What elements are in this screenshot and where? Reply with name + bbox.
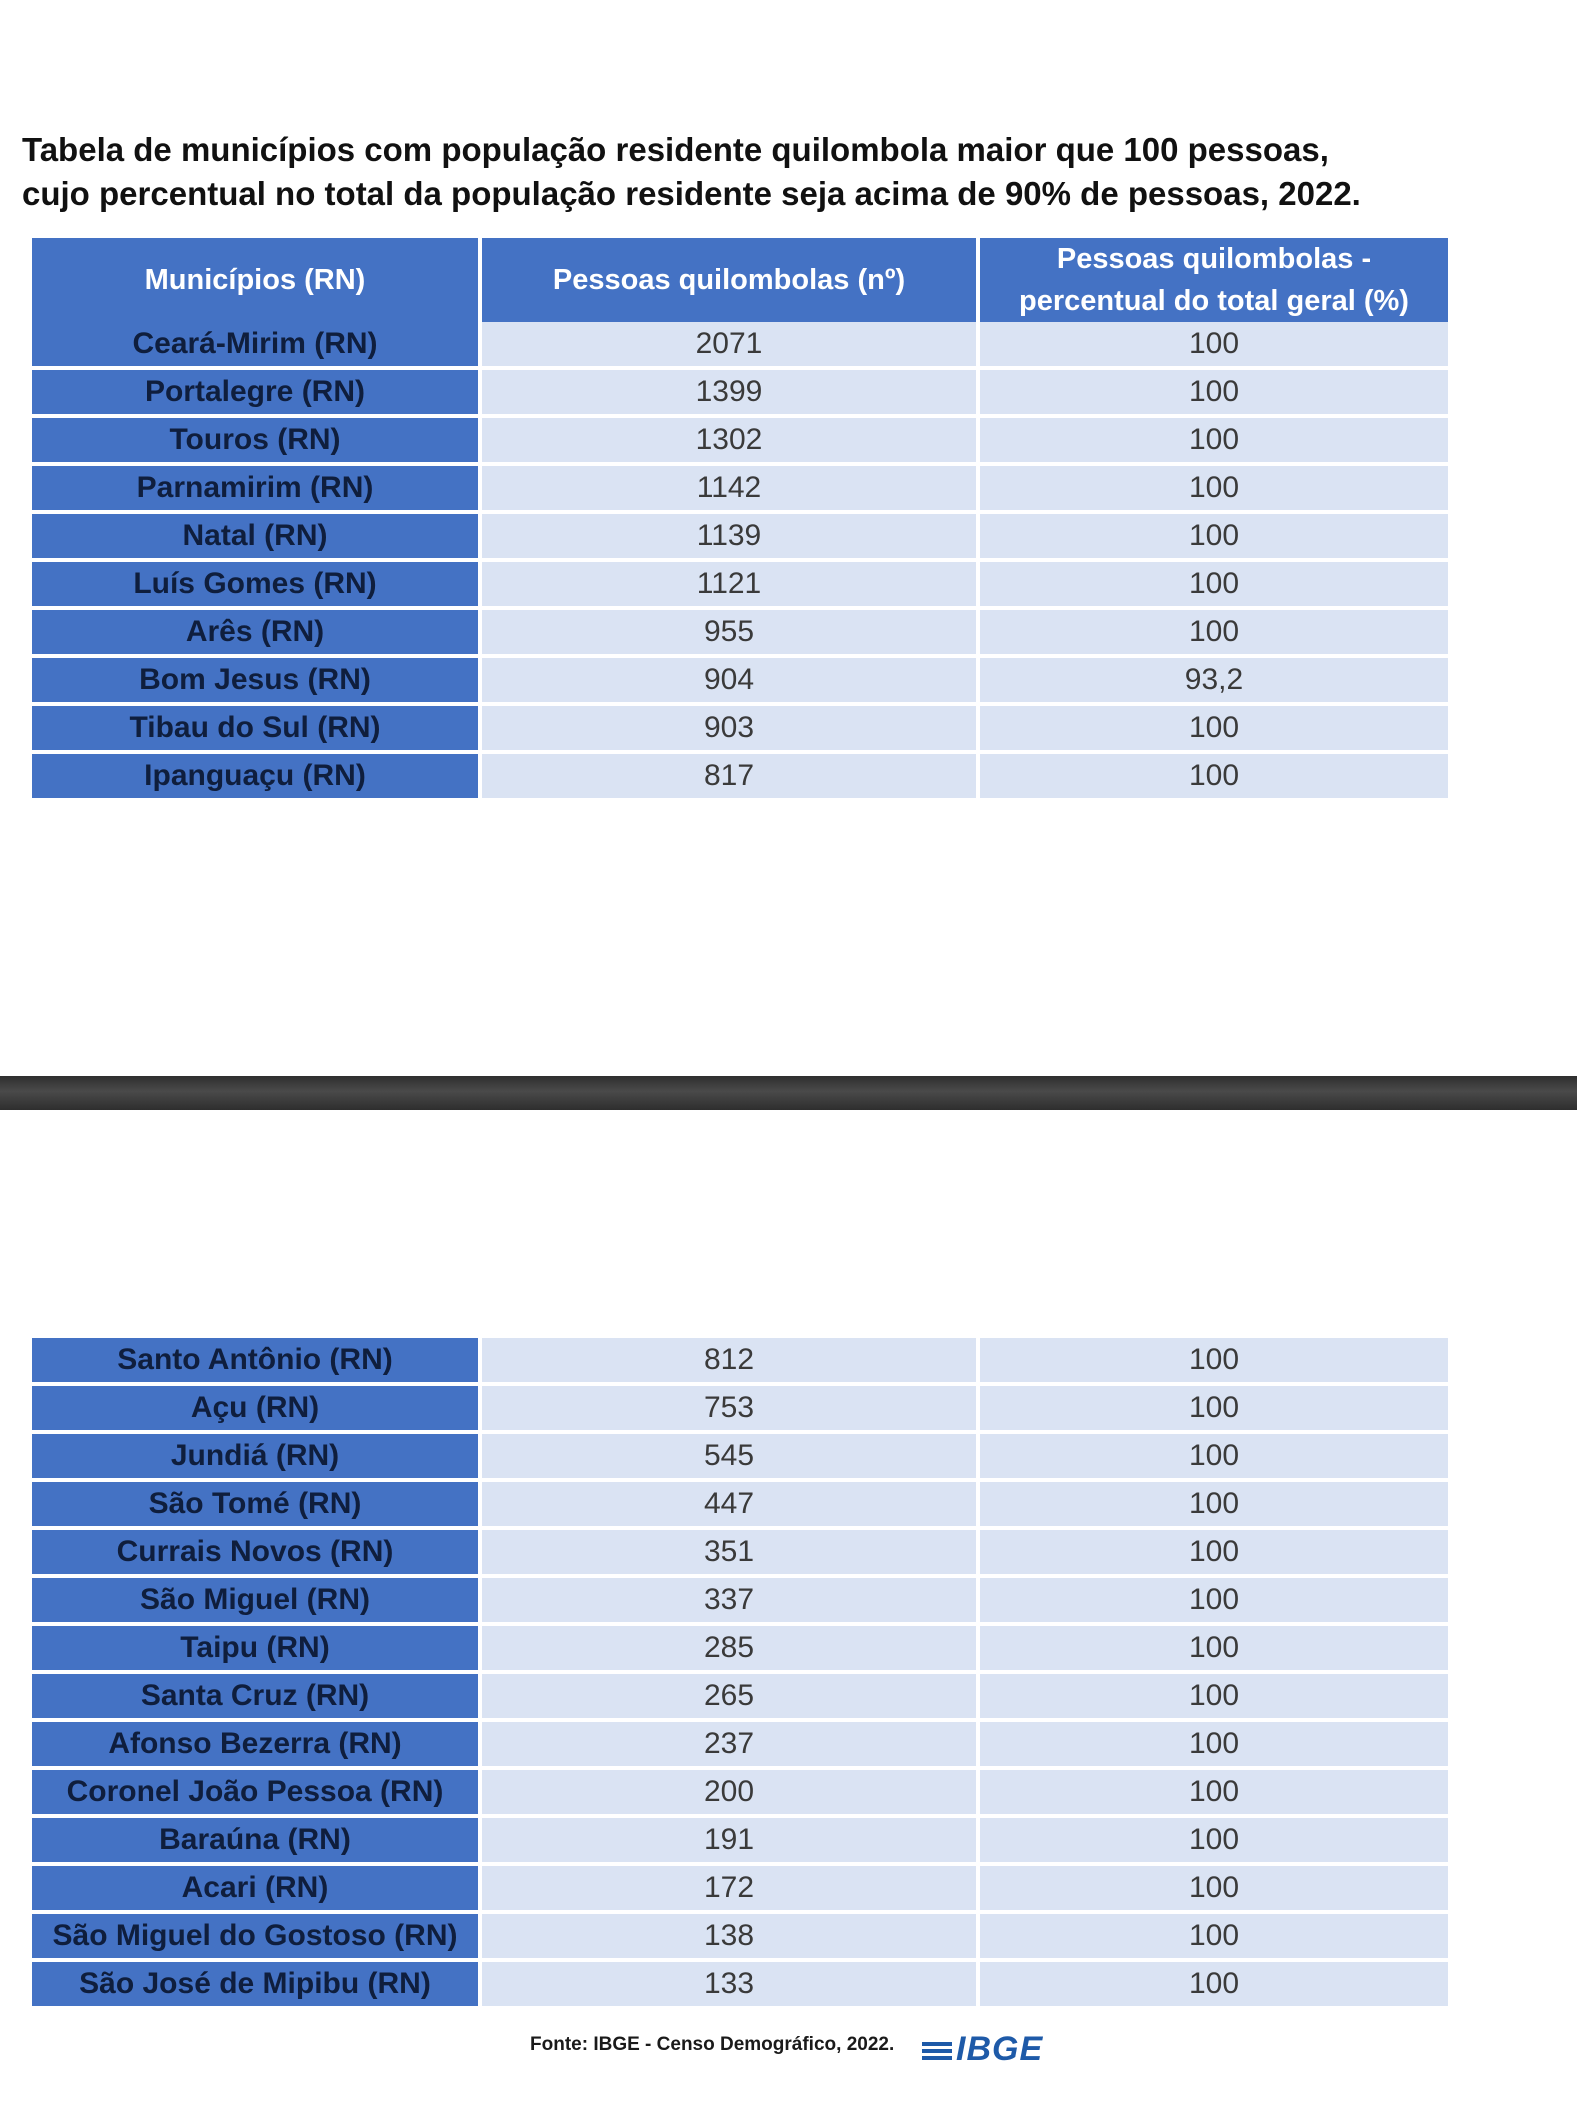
header-pessoas-quilombolas: Pessoas quilombolas (nº) [482,238,976,322]
cell-percentual: 100 [980,322,1448,370]
cell-pessoas: 1399 [482,370,976,418]
header-percentual: Pessoas quilombolas - percentual do total geral (%) [980,238,1448,322]
cell-pessoas: 172 [482,1866,976,1914]
cell-pessoas: 265 [482,1674,976,1722]
cell-percentual: 100 [980,1770,1448,1818]
ibge-logo [922,2030,1043,2069]
cell-percentual: 100 [980,466,1448,514]
cell-municipio: Coronel João Pessoa (RN) [32,1770,478,1818]
table-row [32,514,1448,562]
cell-pessoas: 753 [482,1386,976,1434]
cell-percentual: 100 [980,514,1448,562]
cell-municipio: Tibau do Sul (RN) [32,706,478,754]
cell-percentual: 100 [980,1722,1448,1770]
table-header-row [32,238,1448,322]
cell-pessoas: 133 [482,1962,976,2010]
cell-pessoas: 1142 [482,466,976,514]
cell-pessoas: 191 [482,1818,976,1866]
table-row [32,322,1448,370]
table-row [32,1914,1448,1962]
cell-percentual: 100 [980,1626,1448,1674]
cell-percentual: 100 [980,1482,1448,1530]
table-row [32,1818,1448,1866]
cell-percentual: 100 [980,1434,1448,1482]
cell-pessoas: 138 [482,1914,976,1962]
cell-municipio: Portalegre (RN) [32,370,478,418]
cell-municipio: Bom Jesus (RN) [32,658,478,706]
cell-percentual: 100 [980,1866,1448,1914]
cell-percentual: 100 [980,1578,1448,1626]
cell-pessoas: 237 [482,1722,976,1770]
data-table-part-1 [28,238,1452,802]
cell-municipio: São Miguel do Gostoso (RN) [32,1914,478,1962]
cell-municipio: Santo Antônio (RN) [32,1338,478,1386]
cell-municipio: Afonso Bezerra (RN) [32,1722,478,1770]
source-note: Fonte: IBGE - Censo Demográfico, 2022. [530,2034,895,2055]
cell-percentual: 100 [980,610,1448,658]
cell-percentual: 100 [980,562,1448,610]
ibge-logo-text: IBGE [956,2030,1044,2068]
cell-pessoas: 812 [482,1338,976,1386]
cell-pessoas: 1302 [482,418,976,466]
cell-pessoas: 351 [482,1530,976,1578]
cell-municipio: São Miguel (RN) [32,1578,478,1626]
table-row [32,418,1448,466]
cell-municipio: Luís Gomes (RN) [32,562,478,610]
cell-percentual: 100 [980,1386,1448,1434]
table-row [32,1722,1448,1770]
table-row [32,1338,1448,1386]
cell-percentual: 100 [980,1818,1448,1866]
cell-municipio: Ipanguaçu (RN) [32,754,478,802]
table-row [32,466,1448,514]
cell-pessoas: 447 [482,1482,976,1530]
cell-municipio: Baraúna (RN) [32,1818,478,1866]
ibge-logo-icon [922,2040,952,2062]
table-row [32,1674,1448,1722]
cell-municipio: Natal (RN) [32,514,478,562]
cell-pessoas: 817 [482,754,976,802]
cell-pessoas: 200 [482,1770,976,1818]
cell-municipio: Arês (RN) [32,610,478,658]
data-table-part-2 [28,1338,1452,2010]
cell-pessoas: 285 [482,1626,976,1674]
cell-pessoas: 2071 [482,322,976,370]
cell-municipio: Ceará-Mirim (RN) [32,322,478,370]
cell-percentual: 100 [980,706,1448,754]
cell-pessoas: 1121 [482,562,976,610]
table-row [32,1530,1448,1578]
table-row [32,1434,1448,1482]
table-row [32,370,1448,418]
cell-percentual: 100 [980,418,1448,466]
page-divider [0,1076,1577,1110]
cell-municipio: Santa Cruz (RN) [32,1674,478,1722]
table-title [22,128,1462,216]
table-row [32,1578,1448,1626]
cell-percentual: 100 [980,1674,1448,1722]
cell-municipio: Acari (RN) [32,1866,478,1914]
table-row [32,610,1448,658]
table-row [32,562,1448,610]
cell-percentual: 100 [980,1530,1448,1578]
table-row [32,1770,1448,1818]
cell-percentual: 100 [980,1338,1448,1386]
cell-municipio: Jundiá (RN) [32,1434,478,1482]
cell-percentual: 100 [980,1962,1448,2010]
cell-percentual: 100 [980,370,1448,418]
table-row [32,706,1448,754]
footer [0,2030,1577,2070]
table-row [32,1866,1448,1914]
cell-pessoas: 955 [482,610,976,658]
table-row [32,1482,1448,1530]
cell-percentual: 100 [980,1914,1448,1962]
cell-municipio: Parnamirim (RN) [32,466,478,514]
table-row [32,754,1448,802]
cell-municipio: Açu (RN) [32,1386,478,1434]
cell-municipio: São Tomé (RN) [32,1482,478,1530]
cell-municipio: Currais Novos (RN) [32,1530,478,1578]
table-row [32,1626,1448,1674]
title-line-1: Tabela de municípios com população residente quilombola maior que 100 pessoas, [22,131,1329,168]
cell-pessoas: 904 [482,658,976,706]
table-row [32,658,1448,706]
cell-pessoas: 545 [482,1434,976,1482]
cell-municipio: Touros (RN) [32,418,478,466]
table-row [32,1386,1448,1434]
table-row [32,1962,1448,2010]
header-municipios: Municípios (RN) [32,238,478,322]
cell-pessoas: 337 [482,1578,976,1626]
cell-municipio: São José de Mipibu (RN) [32,1962,478,2010]
cell-pessoas: 903 [482,706,976,754]
title-line-2: cujo percentual no total da população residente seja acima de 90% de pessoas, 2022. [22,175,1361,212]
cell-municipio: Taipu (RN) [32,1626,478,1674]
cell-pessoas: 1139 [482,514,976,562]
cell-percentual: 100 [980,754,1448,802]
cell-percentual: 93,2 [980,658,1448,706]
